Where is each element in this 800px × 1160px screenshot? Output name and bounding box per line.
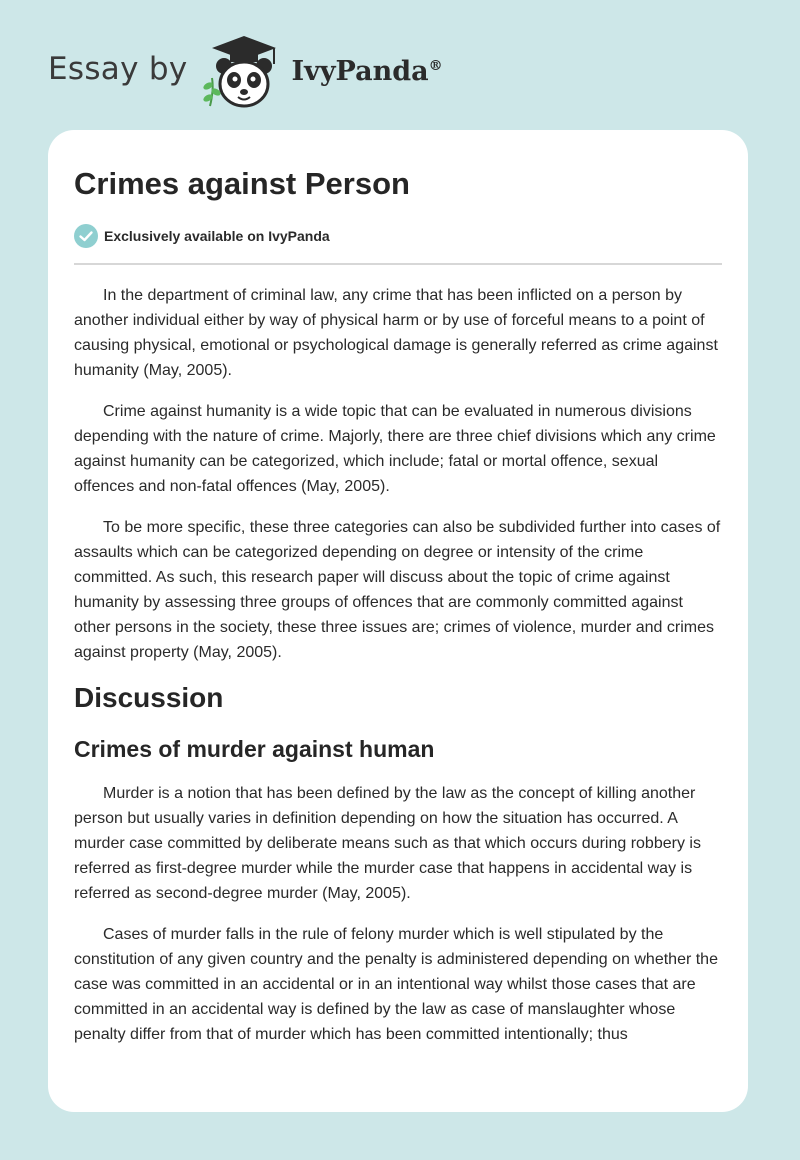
badge-label: Exclusively available on IvyPanda (104, 228, 330, 244)
site-header (48, 34, 443, 110)
panda-logo-icon (200, 34, 288, 110)
paragraph: Crime against humanity is a wide topic that can be evaluated in numerous divisions depending with the nature of crime. Majorly, there are three chief divisions which any crime against humanity can be categorized, which include; fatal or mortal offence, sexual offences and non-fatal offences (May, 2005). (74, 403, 716, 495)
subsection-heading: Crimes of murder against human (74, 736, 435, 762)
brand-name: IvyPanda® (291, 55, 443, 87)
check-circle-icon (74, 224, 98, 248)
paragraph: Murder is a notion that has been defined by the law as the concept of killing another person but usually varies in definition depending on how the situation has occurred. A murder case committed by deliberate means such as that which occurs during robbery is referred as first-degree murder while the murder case that happens in accidental way is referred as second-degree murder (May, 2005). (74, 785, 701, 902)
article-card (48, 130, 748, 1112)
brand-prefix: Essay by (48, 51, 188, 87)
paragraph: To be more specific, these three categories can also be subdivided further into cases of assaults which can be categorized depending on degree or intensity of the crime committed. As such, this research paper will discuss about the topic of crime against humanity by assessing three groups of offences that are commonly committed against other persons in the society, these three issues are; crimes of violence, murder and crimes against property (May, 2005). (74, 519, 721, 661)
page-title: Crimes against Person (74, 166, 410, 201)
section-heading: Discussion (74, 682, 224, 713)
divider (74, 263, 722, 265)
registered-mark: ® (428, 57, 443, 74)
paragraph: Cases of murder falls in the rule of felony murder which is well stipulated by the constitution of any given country and the penalty is administered depending on whether the case was committed in an accidental or in an intentional way whilst those cases that are committed in an accidental way is defined by the law as case of manslaughter whose penalty differ from that of murder which has been committed intentionally; thus (74, 926, 718, 1043)
exclusive-badge (74, 224, 722, 248)
paragraph: In the department of criminal law, any crime that has been inflicted on a person by another individual either by way of physical harm or by use of forceful means to a point of causing physical, emotional or psychological damage is generally referred as crime against humanity (May, 2005). (74, 287, 718, 379)
